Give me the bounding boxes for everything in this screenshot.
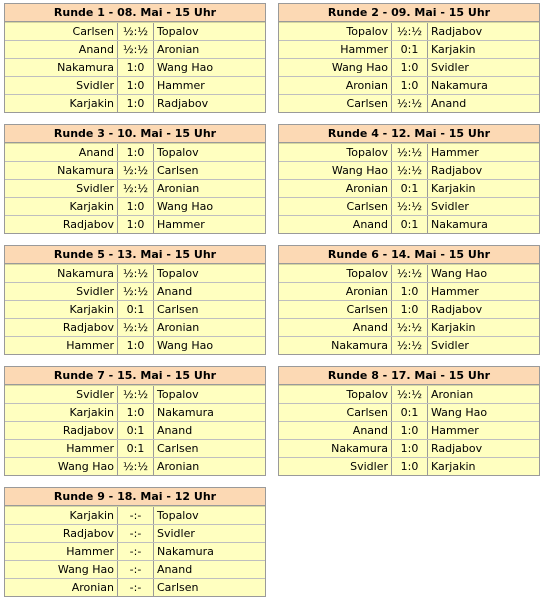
game-row bbox=[279, 282, 539, 300]
white-player: Nakamura bbox=[5, 265, 118, 282]
white-player: Radjabov bbox=[5, 319, 118, 336]
white-player: Topalov bbox=[279, 386, 392, 403]
games-list bbox=[5, 143, 265, 233]
white-player: Anand bbox=[5, 41, 118, 58]
black-player: Topalov bbox=[157, 388, 199, 401]
white-player: Aronian bbox=[279, 180, 392, 197]
white-player: Anand bbox=[279, 422, 392, 439]
game-row bbox=[279, 215, 539, 233]
white-player: Radjabov bbox=[5, 525, 118, 542]
black-player: Wang Hao bbox=[157, 339, 214, 352]
white-player: Hammer bbox=[5, 337, 118, 354]
black-player: Carlsen bbox=[157, 164, 199, 177]
game-row bbox=[5, 197, 265, 215]
game-row bbox=[5, 439, 265, 457]
game-result: -:- bbox=[118, 507, 154, 524]
black-player: Wang Hao bbox=[431, 267, 488, 280]
games-list bbox=[279, 22, 539, 112]
black-player: Svidler bbox=[431, 339, 469, 352]
game-row bbox=[5, 215, 265, 233]
game-result: ½:½ bbox=[392, 198, 428, 215]
game-row bbox=[279, 76, 539, 94]
game-result: ½:½ bbox=[118, 319, 154, 336]
round-table-7 bbox=[4, 366, 266, 476]
round-table-8 bbox=[278, 366, 540, 476]
game-result: 1:0 bbox=[118, 337, 154, 354]
game-row bbox=[5, 264, 265, 282]
round-title: Runde 4 - 12. Mai - 15 Uhr bbox=[279, 125, 539, 143]
black-player: Karjakin bbox=[431, 43, 476, 56]
game-result: ½:½ bbox=[392, 337, 428, 354]
black-player: Radjabov bbox=[431, 164, 483, 177]
game-row bbox=[279, 58, 539, 76]
game-row bbox=[5, 385, 265, 403]
game-result: 1:0 bbox=[392, 440, 428, 457]
black-player: Wang Hao bbox=[431, 406, 488, 419]
game-row bbox=[279, 336, 539, 354]
white-player: Aronian bbox=[279, 283, 392, 300]
game-result: 1:0 bbox=[392, 301, 428, 318]
black-player: Wang Hao bbox=[157, 61, 214, 74]
white-player: Karjakin bbox=[5, 95, 118, 112]
game-result: 1:0 bbox=[392, 458, 428, 475]
game-row bbox=[5, 421, 265, 439]
game-row bbox=[5, 506, 265, 524]
game-row bbox=[5, 318, 265, 336]
black-player: Nakamura bbox=[431, 218, 488, 231]
game-row bbox=[279, 318, 539, 336]
game-row bbox=[5, 560, 265, 578]
game-result: -:- bbox=[118, 579, 154, 596]
game-row bbox=[5, 143, 265, 161]
game-row bbox=[5, 300, 265, 318]
game-result: 0:1 bbox=[392, 180, 428, 197]
black-player: Topalov bbox=[157, 25, 199, 38]
game-result: 1:0 bbox=[118, 77, 154, 94]
round-title: Runde 6 - 14. Mai - 15 Uhr bbox=[279, 246, 539, 264]
black-player: Anand bbox=[157, 424, 193, 437]
game-row bbox=[279, 197, 539, 215]
black-player: Carlsen bbox=[157, 581, 199, 594]
game-row bbox=[5, 161, 265, 179]
white-player: Carlsen bbox=[279, 404, 392, 421]
round-table-4 bbox=[278, 124, 540, 234]
white-player: Svidler bbox=[5, 77, 118, 94]
game-result: -:- bbox=[118, 561, 154, 578]
black-player: Aronian bbox=[157, 321, 200, 334]
white-player: Karjakin bbox=[5, 507, 118, 524]
white-player: Hammer bbox=[5, 440, 118, 457]
game-result: ½:½ bbox=[392, 265, 428, 282]
game-row bbox=[5, 40, 265, 58]
game-result: 1:0 bbox=[118, 144, 154, 161]
black-player: Aronian bbox=[157, 182, 200, 195]
round-table-2 bbox=[278, 3, 540, 113]
game-result: 1:0 bbox=[118, 95, 154, 112]
black-player: Karjakin bbox=[431, 460, 476, 473]
game-row bbox=[279, 300, 539, 318]
game-result: 1:0 bbox=[118, 59, 154, 76]
game-row bbox=[279, 94, 539, 112]
games-list bbox=[5, 506, 265, 596]
game-row bbox=[279, 457, 539, 475]
white-player: Nakamura bbox=[5, 59, 118, 76]
white-player: Aronian bbox=[279, 77, 392, 94]
game-row bbox=[279, 161, 539, 179]
black-player: Hammer bbox=[157, 79, 205, 92]
game-result: ½:½ bbox=[118, 265, 154, 282]
games-list bbox=[5, 22, 265, 112]
black-player: Radjabov bbox=[157, 97, 209, 110]
black-player: Nakamura bbox=[431, 79, 488, 92]
white-player: Wang Hao bbox=[5, 458, 118, 475]
game-result: ½:½ bbox=[392, 144, 428, 161]
white-player: Karjakin bbox=[5, 404, 118, 421]
white-player: Wang Hao bbox=[279, 162, 392, 179]
game-row bbox=[279, 439, 539, 457]
black-player: Wang Hao bbox=[157, 200, 214, 213]
white-player: Wang Hao bbox=[5, 561, 118, 578]
game-result: 1:0 bbox=[118, 404, 154, 421]
game-row bbox=[279, 22, 539, 40]
round-title: Runde 2 - 09. Mai - 15 Uhr bbox=[279, 4, 539, 22]
game-result: ½:½ bbox=[118, 162, 154, 179]
games-list bbox=[279, 385, 539, 475]
white-player: Aronian bbox=[5, 579, 118, 596]
black-player: Anand bbox=[431, 97, 467, 110]
game-result: 1:0 bbox=[392, 59, 428, 76]
black-player: Radjabov bbox=[431, 25, 483, 38]
black-player: Hammer bbox=[157, 218, 205, 231]
game-result: 1:0 bbox=[392, 283, 428, 300]
white-player: Carlsen bbox=[279, 95, 392, 112]
round-table-9 bbox=[4, 487, 266, 597]
game-row bbox=[5, 578, 265, 596]
game-result: 0:1 bbox=[118, 422, 154, 439]
round-title: Runde 5 - 13. Mai - 15 Uhr bbox=[5, 246, 265, 264]
black-player: Nakamura bbox=[157, 406, 214, 419]
game-row bbox=[5, 524, 265, 542]
game-row bbox=[279, 264, 539, 282]
game-result: 1:0 bbox=[392, 422, 428, 439]
game-row bbox=[5, 336, 265, 354]
white-player: Hammer bbox=[279, 41, 392, 58]
game-result: ½:½ bbox=[118, 41, 154, 58]
black-player: Anand bbox=[157, 563, 193, 576]
black-player: Karjakin bbox=[431, 182, 476, 195]
black-player: Aronian bbox=[431, 388, 474, 401]
game-row bbox=[5, 542, 265, 560]
game-row bbox=[5, 22, 265, 40]
white-player: Radjabov bbox=[5, 216, 118, 233]
white-player: Carlsen bbox=[5, 23, 118, 40]
black-player: Carlsen bbox=[157, 442, 199, 455]
round-title: Runde 1 - 08. Mai - 15 Uhr bbox=[5, 4, 265, 22]
game-result: ½:½ bbox=[118, 458, 154, 475]
black-player: Svidler bbox=[157, 527, 195, 540]
white-player: Wang Hao bbox=[279, 59, 392, 76]
black-player: Carlsen bbox=[157, 303, 199, 316]
game-row bbox=[5, 457, 265, 475]
game-row bbox=[279, 421, 539, 439]
game-result: ½:½ bbox=[118, 283, 154, 300]
white-player: Topalov bbox=[279, 144, 392, 161]
white-player: Nakamura bbox=[279, 337, 392, 354]
white-player: Topalov bbox=[279, 265, 392, 282]
game-result: ½:½ bbox=[392, 319, 428, 336]
game-result: -:- bbox=[118, 525, 154, 542]
black-player: Aronian bbox=[157, 460, 200, 473]
game-row bbox=[5, 282, 265, 300]
game-result: ½:½ bbox=[118, 180, 154, 197]
game-result: 0:1 bbox=[392, 404, 428, 421]
game-result: 0:1 bbox=[392, 41, 428, 58]
black-player: Aronian bbox=[157, 43, 200, 56]
white-player: Hammer bbox=[5, 543, 118, 560]
game-result: 0:1 bbox=[118, 301, 154, 318]
round-title: Runde 7 - 15. Mai - 15 Uhr bbox=[5, 367, 265, 385]
white-player: Karjakin bbox=[5, 301, 118, 318]
game-row bbox=[279, 40, 539, 58]
game-result: ½:½ bbox=[118, 23, 154, 40]
game-result: ½:½ bbox=[392, 386, 428, 403]
round-table-3 bbox=[4, 124, 266, 234]
black-player: Nakamura bbox=[157, 545, 214, 558]
game-row bbox=[279, 403, 539, 421]
game-result: 1:0 bbox=[118, 198, 154, 215]
white-player: Carlsen bbox=[279, 301, 392, 318]
game-row bbox=[5, 76, 265, 94]
games-list bbox=[279, 143, 539, 233]
black-player: Hammer bbox=[431, 146, 479, 159]
game-result: ½:½ bbox=[118, 386, 154, 403]
white-player: Nakamura bbox=[5, 162, 118, 179]
round-table-5 bbox=[4, 245, 266, 355]
white-player: Anand bbox=[279, 319, 392, 336]
white-player: Svidler bbox=[279, 458, 392, 475]
game-row bbox=[5, 403, 265, 421]
game-row bbox=[5, 58, 265, 76]
round-title: Runde 8 - 17. Mai - 15 Uhr bbox=[279, 367, 539, 385]
black-player: Topalov bbox=[157, 267, 199, 280]
white-player: Anand bbox=[5, 144, 118, 161]
black-player: Karjakin bbox=[431, 321, 476, 334]
black-player: Svidler bbox=[431, 61, 469, 74]
white-player: Nakamura bbox=[279, 440, 392, 457]
game-result: ½:½ bbox=[392, 23, 428, 40]
black-player: Topalov bbox=[157, 146, 199, 159]
white-player: Svidler bbox=[5, 386, 118, 403]
black-player: Topalov bbox=[157, 509, 199, 522]
round-table-1 bbox=[4, 3, 266, 113]
white-player: Carlsen bbox=[279, 198, 392, 215]
round-title: Runde 3 - 10. Mai - 15 Uhr bbox=[5, 125, 265, 143]
black-player: Svidler bbox=[431, 200, 469, 213]
game-result: ½:½ bbox=[392, 95, 428, 112]
black-player: Anand bbox=[157, 285, 193, 298]
game-row bbox=[5, 94, 265, 112]
game-result: 1:0 bbox=[118, 216, 154, 233]
game-result: 1:0 bbox=[392, 77, 428, 94]
white-player: Karjakin bbox=[5, 198, 118, 215]
white-player: Topalov bbox=[279, 23, 392, 40]
white-player: Anand bbox=[279, 216, 392, 233]
black-player: Radjabov bbox=[431, 442, 483, 455]
games-list bbox=[279, 264, 539, 354]
game-result: -:- bbox=[118, 543, 154, 560]
games-list bbox=[5, 385, 265, 475]
game-result: 0:1 bbox=[118, 440, 154, 457]
game-row bbox=[279, 179, 539, 197]
round-title: Runde 9 - 18. Mai - 12 Uhr bbox=[5, 488, 265, 506]
games-list bbox=[5, 264, 265, 354]
black-player: Hammer bbox=[431, 285, 479, 298]
game-row bbox=[279, 385, 539, 403]
game-row bbox=[279, 143, 539, 161]
game-result: ½:½ bbox=[392, 162, 428, 179]
black-player: Hammer bbox=[431, 424, 479, 437]
white-player: Svidler bbox=[5, 283, 118, 300]
white-player: Svidler bbox=[5, 180, 118, 197]
black-player: Radjabov bbox=[431, 303, 483, 316]
round-table-6 bbox=[278, 245, 540, 355]
game-result: 0:1 bbox=[392, 216, 428, 233]
game-row bbox=[5, 179, 265, 197]
white-player: Radjabov bbox=[5, 422, 118, 439]
